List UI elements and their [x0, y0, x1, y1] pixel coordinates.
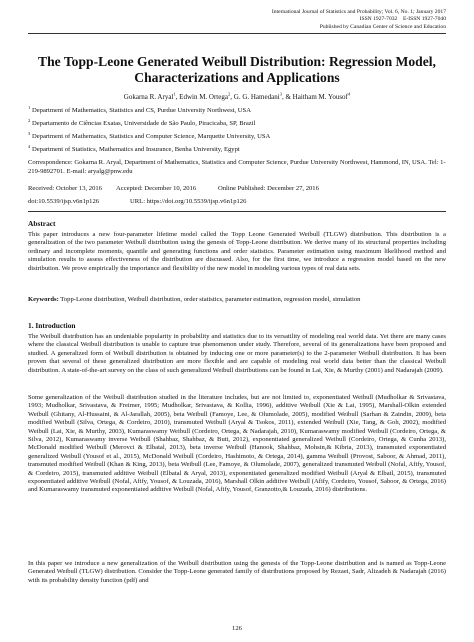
- author-2: Edwin M. Ortega$^2$,: [179, 91, 234, 101]
- abstract-heading: Abstract: [28, 219, 56, 228]
- doi: doi:10.5539/ijsp.v6n1p126: [28, 198, 100, 205]
- title-line-2: Characterizations and Applications: [134, 70, 340, 85]
- affiliation-4: $^4$ Department of Statistics, Mathematics and Insurance, Benha University, Egypt: [28, 143, 240, 153]
- section-rule: [28, 211, 446, 212]
- keywords-label: Keywords:: [28, 296, 59, 303]
- intro-paragraph-2: Some generalization of the Weibull distribution studied in the literature includes, but are not limited to, exponentiated Weibull (Mudholkar & Srivastava, 1993; Mudholkar, Srivastava, & Freimer, 1995; Mudholkar, Srivastava, & Kollia, 1996), additive Weibull (Xie & Lai, 1995), Marshall-Olkin extended Weibull (Ghitany, Al-Hussaini, & Al-Jarallah, 2005), beta Weibull (Famoye, Lee, & Olumolade, 2005), modified Weibull (Sarhan & Zaindin, 2009), beta modified Weibull (Silva, Ortega, & Cordeiro, 2010), transmuted Weibull (Aryal & Tsokos, 2011), extended Weibull (Xie, Tang, & Goh, 2002), modified Weibull (Lai, Xie, & Murthy, 2003), Kumaraswamy Weibull (Cordeiro, Ortega, & Nadarajah, 2010), Kumaraswamy modified Weibull (Cordeiro, Ortega, & Silva, 2012), Kumaraswamy inverse Weibull (Shahbaz, Shahbaz, & Butt, 2012), exponentiated generalized Weibull (Cordeiro, Ortega, & Cunha 2013), McDonald modified Weibull (Merovci & Elbatal, 2013), beta inverse Weibull (Hanook, Shahbaz, Mohsin,& Kibria, 2013), transmuted exponentiated generalized Weibull (Yousof et al., 2015), McDonald Weibull (Cordeiro, Hashimoto, & Ortega, 2014), gamma Weibull (Provost, Saboor, & Ahmad, 2011), transmuted modified Weibull (Khan & King, 2013), beta Weibull (Lee, Famoye, & Olumolade, 2007), generalized transmuted Weibull (Nofal, Afify, Yousof, & Cordeiro, 2015), transmuted additive Weibull (Elbatal & Aryal, 2013), exponentiated generalized modified Weibull (Aryal & Elbatl, 2015), transmuted exponentiated additive Weibull (Nofal, Afify, Yousof, & Louzada, 2016), Marshall Olkin additive Weibull (Afify, Cordeiro, Yousof, Saboor, & Ortega, 2016) and Kumaraswamy transmuted exponentiated additive Weibull (Nofal, Afify, Yousof, Granzotto,& Louzada, 2016) distributions.: [28, 394, 446, 494]
- running-header: [272, 9, 446, 31]
- paper-title: [28, 54, 446, 86]
- intro-paragraph-3: In this paper we introduce a new generalization of the Weibull distribution using the genesis of the Topp-Leone distribution and is named as Topp-Leone Generated Weibull (TLGW) distribution. Consider the Topp-Leone generated family of distributions proposed by Rezaei, Sadr, Alizadeh & Nadarajah (2016) with its probability density function (pdf) and: [28, 560, 446, 584]
- affiliation-3: $^3$ Department of Mathematics, Statistics and Computer Science, Marquette University, USA: [28, 130, 271, 140]
- page-number: 126: [232, 625, 242, 632]
- author-1: Gokarna R. Aryal$^1$,: [123, 91, 180, 101]
- publication-dates: [28, 185, 446, 193]
- intro-paragraph-1: The Weibull distribution has an undeniable popularity in probability and statistics due to its versatility of modeling real world data. Yet there are many cases where the classical Weibull distribution is unable to capture true phenomenon under study. Therefore, several of its generalizations have been proposed and studied. A generalized form of Weibull distribution is obtained by inducing one or more parameter(s) to the 2-parameter Weibull distribution. It has been proven that several of these generalized distribution are more flexible and are capable of modeling real world data better than the classical Weibull distribution. A state-of-the-art survey on the class of such generalized Weibull distributions can be found in Lai, Xie, & Murthy (2001) and Nadarajah (2009).: [28, 333, 446, 374]
- issn-line: ISSN 1927-7032 E-ISSN 1927-7040: [359, 16, 446, 23]
- correspondence: Correspondence: Gokarna R. Aryal, Department of Mathematics, Statistics and Computer Science, Purdue University Northwest, Hammond, IN, USA. Tel: 1-219-9892701. E-mail: aryalg@pnw.edu: [28, 159, 446, 175]
- affiliation-2: $^2$ Departamento de Ciências Exatas, Universidade de São Paulo, Piracicaba, SP, Brazil: [28, 117, 256, 127]
- introduction-heading: 1. Introduction: [28, 321, 76, 330]
- publisher-line: Published by Canadian Center of Science and Education: [319, 23, 446, 30]
- received-date: Received: October 13, 2016: [28, 185, 102, 192]
- title-line-1: The Topp-Leone Generated Weibull Distribution: Regression Model,: [38, 54, 436, 69]
- journal-line: International Journal of Statistics and Probability; Vol. 6, No. 1; January 2017: [271, 9, 446, 15]
- url-link[interactable]: URL: https://doi.org/10.5539/ijsp.v6n1p126: [130, 198, 247, 205]
- affiliation-1: $^1$ Department of Mathematics, Statistics and CS, Purdue University Northwest, USA: [28, 104, 251, 114]
- author-3: G. G. Hamedani$^3$, &: [233, 91, 293, 101]
- online-date: Online Published: December 27, 2016: [218, 185, 319, 192]
- doi-line: [28, 198, 446, 206]
- accepted-date: Accepted: December 10, 2016: [116, 185, 197, 192]
- keywords: [28, 296, 446, 304]
- author-list: [28, 93, 446, 102]
- abstract-text: This paper introduces a new four-parameter lifetime model called the Topp Leone Generated Weibull (TLGW) distribution. This distribution is a generalization of the two parameter Weibull distribution using the genesis of Topp-Leone distribution. We derive many of its structural properties including ordinary and incomplete moments, quantile and generating functions and order statistics. Parameter estimation using maximum likelihood method and simulation results to assess effectiveness of the distribution are discussed. Also, for the first time, we introduce a regression model based on the new distribution. We prove empirically the importance and flexibility of the new model in modeling various types of real data sets.: [28, 231, 446, 272]
- header-rule: [28, 33, 446, 34]
- author-4: Haitham M. Yousof$^4$: [292, 91, 351, 101]
- keywords-text: Topp-Leone distribution, Weibull distribution, order statistics, parameter estimation, regression model, simulation: [58, 296, 361, 303]
